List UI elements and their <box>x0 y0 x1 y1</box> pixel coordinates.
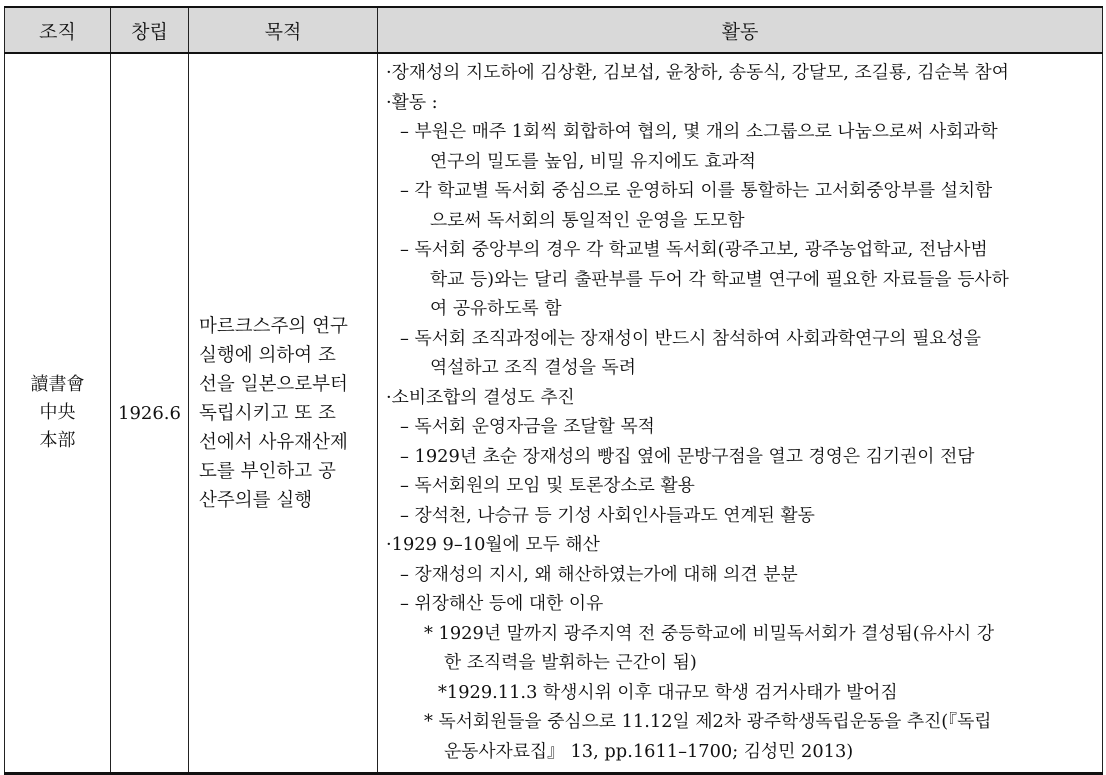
purpose-line: 선을 일본으로부터 <box>199 373 348 395</box>
activity-line: – 부원은 매주 1회씩 회합하여 협의, 몇 개의 소그룹으로 나눔으로써 사회과학 <box>400 121 998 142</box>
page <box>4 6 1102 775</box>
activity-line: 한 조직력을 발휘하는 근간이 됨) <box>444 652 697 673</box>
header-purpose: 목적 <box>189 7 378 53</box>
purpose-cell <box>189 53 378 774</box>
activity-line: 연구의 밀도를 높임, 비밀 유지에도 효과적 <box>430 150 756 172</box>
header-founded: 창립 <box>111 7 189 53</box>
activity-line: * 독서회원들을 중심으로 11.12일 제2차 광주학생독립운동을 추진(『독립 <box>424 711 992 732</box>
activity-line: ·소비조합의 결성도 추진 <box>386 386 575 408</box>
org-line: 本部 <box>39 430 76 451</box>
activity-line: – 장석천, 나승규 등 기성 사회인사들과도 연계된 활동 <box>400 504 815 526</box>
activity-line: *1929.11.3 학생시위 이후 대규모 학생 검거사태가 발어짐 <box>438 681 898 703</box>
activity-line: – 1929년 초순 장재성의 빵집 옆에 문방구점을 열고 경영은 김기권이 전담 <box>400 445 975 467</box>
purpose-line: 산주의를 실행 <box>199 489 313 511</box>
purpose-line: 마르크스주의 연구 <box>199 315 348 337</box>
activities-cell <box>378 53 1103 774</box>
founded-cell: 1926.6 <box>111 53 189 774</box>
header-activities: 활동 <box>378 7 1103 53</box>
org-line: 讀書會 <box>30 374 85 395</box>
activity-line: 학교 등)와는 달리 출판부를 두어 각 학교별 연구에 필요한 자료들을 등사하 <box>430 268 1009 290</box>
activity-line: – 독서회 조직과정에는 장재성이 반드시 참석하여 사회과학연구의 필요성을 <box>400 327 981 349</box>
table-row <box>5 53 1103 774</box>
activity-line: ·1929 9–10월에 모두 해산 <box>386 534 600 555</box>
organization-table <box>4 6 1103 775</box>
activity-line: * 1929년 말까지 광주지역 전 중등학교에 비밀독서회가 결성됨(유사시 강 <box>424 622 995 644</box>
activity-line: 으로써 독서회의 통일적인 운영을 도모함 <box>430 209 745 231</box>
activity-line: ·장재성의 지도하에 김상환, 김보섭, 윤창하, 송동식, 강달모, 조길룡, 김순복 참여 <box>386 62 1009 83</box>
purpose-line: 선에서 사유재산제 <box>199 431 348 453</box>
activity-line: 운동사자료집』 13, pp.1611–1700; 김성민 2013) <box>444 740 854 762</box>
org-line: 中央 <box>39 402 76 423</box>
header-org: 조직 <box>5 7 111 53</box>
purpose-line: 실행에 의하여 조 <box>199 344 336 366</box>
activity-line: – 각 학교별 독서회 중심으로 운영하되 이를 통할하는 고서회중앙부를 설치함 <box>400 180 993 201</box>
org-cell <box>5 53 111 774</box>
purpose-line: 독립시키고 또 조 <box>199 402 336 424</box>
activity-line: – 독서회 운영자금을 조달할 목적 <box>400 416 655 437</box>
activity-line: 여 공유하도록 함 <box>430 298 562 319</box>
activity-line: – 독서회 중앙부의 경우 각 학교별 독서회(광주고보, 광주농업학교, 전남사범 <box>400 239 988 260</box>
activity-line: ·활동 : <box>386 91 438 113</box>
activity-line: – 장재성의 지시, 왜 해산하였는가에 대해 의견 분분 <box>400 563 798 585</box>
activity-line: – 독서회원의 모임 및 토론장소로 활용 <box>400 475 695 496</box>
activity-line: – 위장해산 등에 대한 이유 <box>400 593 604 614</box>
purpose-line: 도를 부인하고 공 <box>199 460 336 482</box>
table-header-row <box>5 7 1103 53</box>
activity-line: 역설하고 조직 결성을 독려 <box>430 357 636 378</box>
